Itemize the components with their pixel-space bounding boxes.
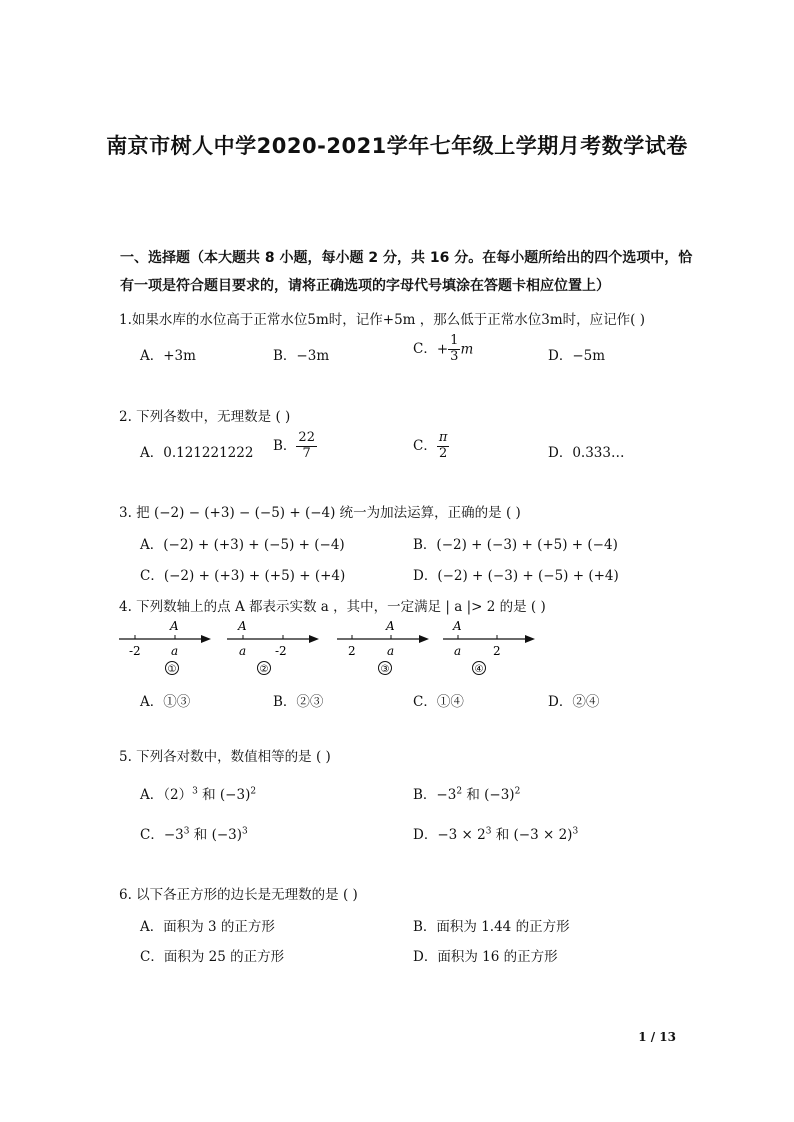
question-5-option-c: C．$-3^3$ 和 $(-3)^3$ — [140, 826, 248, 843]
question-2-option-d: D．0.333… — [548, 445, 625, 461]
question-1-stem: 1.如果水库的水位高于正常水位5m时，记作+5m ，那么低于正常水位3m时，应记作( ) — [119, 312, 645, 328]
section-header-line-2: 有一项是符合题目要求的，请将正确选项的字母代号填涂在答题卡相应位置上） — [120, 278, 610, 294]
page-number: 1 / 13 — [638, 1030, 676, 1044]
question-3-option-a: A．(−2) + (+3) + (−5) + (−4) — [140, 537, 345, 553]
tick-label: -2 — [129, 644, 141, 658]
question-6-option-d: D．面积为 16 的正方形 — [413, 949, 558, 965]
tick-label: 2 — [348, 644, 356, 658]
question-2-stem: 2. 下列各数中，无理数是 ( ) — [119, 409, 291, 425]
fraction: $\frac{\pi}{2}$ — [438, 430, 448, 461]
tick-label: -2 — [275, 644, 287, 658]
question-2-option-b: B． $\frac{22}{7}$ — [273, 430, 315, 461]
question-6-stem: 6. 以下各正方形的边长是无理数的是 ( ) — [119, 887, 358, 903]
question-4-stem: 4. 下列数轴上的点 A 都表示实数 a ，其中，一定满足 | a |> 2 的是 ( ) — [119, 599, 546, 615]
figure-marker: ① — [167, 664, 177, 675]
number-lines-figure — [115, 615, 545, 683]
question-4-option-d: D．②④ — [548, 694, 600, 710]
question-5-option-b: B．$-3^2$ 和 $(-3)^2$ — [413, 786, 521, 803]
number-line-1 — [119, 619, 211, 675]
question-3-option-b: B．(−2) + (−3) + (+5) + (−4) — [413, 537, 618, 553]
tick-label: a — [387, 644, 395, 658]
point-label: A — [386, 619, 395, 633]
question-4-option-c: C．①④ — [413, 694, 464, 710]
question-1-option-b: B．−3m — [273, 348, 330, 364]
point-label: A — [238, 619, 247, 633]
question-3-option-c: C．(−2) + (+3) + (+5) + (+4) — [140, 568, 346, 584]
question-4-option-b: B．②③ — [273, 694, 324, 710]
page-title: 南京市树人中学2020-2021学年七年级上学期月考数学试卷 — [106, 134, 688, 158]
question-2-option-c: C． $\frac{\pi}{2}$ — [413, 430, 448, 461]
question-6-option-a: A．面积为 3 的正方形 — [140, 919, 275, 935]
question-5-option-d: D．$-3 \times 2^3$ 和 $(-3 \times 2)^3$ — [413, 826, 579, 843]
section-header-line-1: 一、选择题（本大题共 8 小题，每小题 2 分，共 16 分。在每小题所给出的四个选项中，恰 — [120, 250, 693, 266]
fraction: $\frac{22}{7}$ — [298, 430, 315, 461]
tick-label: a — [171, 644, 179, 658]
question-6-option-b: B．面积为 1.44 的正方形 — [413, 919, 570, 935]
tick-label: 2 — [493, 644, 501, 658]
question-4-option-a: A．①③ — [140, 694, 191, 710]
question-1-option-a: A．+3m — [140, 348, 196, 364]
figure-marker: ③ — [380, 664, 390, 675]
figure-marker: ② — [259, 664, 269, 675]
tick-label: a — [454, 644, 462, 658]
point-label: A — [170, 619, 179, 633]
question-1-option-c: C．+ $\frac{1}{3}$ m — [413, 333, 474, 364]
question-1-option-d: D．−5m — [548, 348, 606, 364]
question-3-option-d: D．(−2) + (−3) + (−5) + (+4) — [413, 568, 619, 584]
figure-marker: ④ — [474, 664, 484, 675]
question-5-stem: 5. 下列各对数中，数值相等的是 ( ) — [119, 749, 331, 765]
question-5-option-a: A．$(2)^3$ 和 $(-3)^2$ — [140, 786, 257, 803]
number-line-4 — [443, 619, 535, 675]
fraction: $\frac{1}{3}$ — [450, 333, 459, 364]
number-line-3 — [337, 619, 429, 675]
point-label: A — [453, 619, 462, 633]
question-2-option-a: A．0.121221222 — [140, 445, 254, 461]
question-3-stem: 3. 把 (−2) − (+3) − (−5) + (−4) 统一为加法运算，正确的是 ( ) — [119, 505, 521, 521]
tick-label: a — [239, 644, 247, 658]
number-line-2 — [227, 619, 319, 675]
question-6-option-c: C．面积为 25 的正方形 — [140, 949, 285, 965]
